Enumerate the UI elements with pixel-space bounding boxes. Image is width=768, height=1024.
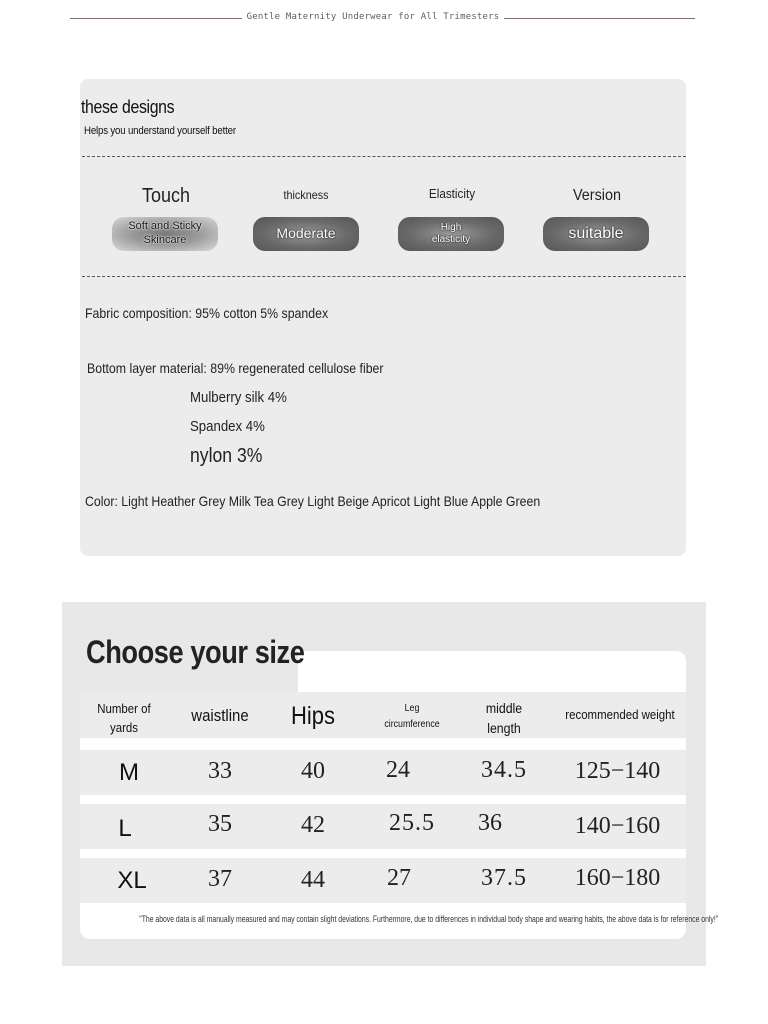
- header-number-of-yards: [85, 699, 162, 737]
- size-table-header: [80, 692, 686, 738]
- attribute-version-value: [543, 217, 649, 251]
- size-chart-title: Choose your size: [86, 634, 305, 670]
- fabric-composition: Fabric composition: 95% cotton 5% spandex: [85, 305, 329, 321]
- size-xl: XL: [117, 867, 147, 894]
- attribute-touch-value: [112, 217, 218, 251]
- size-m: M: [119, 759, 139, 786]
- version-value-line1: suitable: [568, 225, 624, 242]
- attribute-elasticity-title: Elasticity: [428, 186, 476, 201]
- banner-title: Gentle Maternity Underwear for All Trimesters: [246, 12, 500, 22]
- elasticity-value-line2: elasticity: [431, 234, 471, 245]
- color-options: Color: Light Heather Grey Milk Tea Grey Light Beige Apricot Light Blue Apple Green: [85, 493, 541, 509]
- header-yards-line1: Number of: [97, 701, 151, 716]
- elasticity-value-line1: High: [440, 221, 462, 233]
- waist-l: 35: [208, 811, 232, 837]
- thickness-value-line1: Moderate: [276, 225, 336, 242]
- size-row-xl: [80, 858, 686, 903]
- design-subtitle: Helps you understand yourself better: [84, 125, 236, 137]
- header-leg-circumference: [373, 701, 450, 733]
- spandex-percentage: Spandex 4%: [190, 418, 265, 435]
- attribute-thickness-value: [253, 217, 359, 251]
- hips-l: 42: [301, 812, 325, 838]
- header-leg-line2: circumference: [384, 719, 440, 730]
- middle-m: 34.5: [481, 757, 527, 783]
- attribute-elasticity-value: [398, 217, 504, 251]
- size-row-l: [80, 804, 686, 849]
- dashed-divider-top: [82, 156, 686, 157]
- waist-xl: 37: [208, 866, 232, 892]
- waist-m: 33: [208, 758, 232, 784]
- banner-divider-left: [70, 18, 242, 19]
- attribute-thickness-title: thickness: [283, 188, 329, 202]
- hips-m: 40: [301, 758, 325, 784]
- leg-xl: 27: [387, 865, 411, 891]
- header-yards-line2: yards: [110, 720, 138, 735]
- leg-l: 25.5: [389, 810, 435, 836]
- size-row-m: [80, 750, 686, 795]
- banner-divider-right: [504, 18, 695, 19]
- mulberry-silk: Mulberry silk 4%: [190, 389, 287, 406]
- size-l: L: [118, 815, 132, 842]
- design-panel: [80, 79, 686, 556]
- dashed-divider-bottom: [82, 276, 686, 277]
- middle-l: 36: [478, 810, 502, 836]
- bottom-layer-material: Bottom layer material: 89% regenerated cellulose fiber: [87, 360, 384, 376]
- touch-value-line1: Soft and Sticky: [128, 220, 202, 233]
- attribute-version-title: Version: [572, 187, 622, 204]
- design-title: these designs: [81, 97, 175, 117]
- weight-xl: 160−180: [574, 865, 661, 891]
- leg-m: 24: [386, 757, 410, 783]
- nylon-percentage: nylon 3%: [190, 445, 263, 467]
- weight-m: 125−140: [574, 758, 661, 784]
- header-middle-length: [465, 698, 542, 738]
- header-hips: Hips: [290, 702, 335, 730]
- header-leg-line1: Leg: [404, 703, 420, 714]
- header-recommended-weight: recommended weight: [565, 707, 675, 722]
- touch-value-line2: Skincare: [143, 234, 187, 246]
- middle-xl: 37.5: [481, 865, 527, 891]
- weight-l: 140−160: [574, 813, 661, 839]
- header-waistline: waistline: [191, 706, 249, 725]
- hips-xl: 44: [301, 867, 325, 893]
- header-middle-line1: middle: [485, 700, 523, 716]
- measurement-disclaimer: "The above data is all manually measured and may contain slight deviations. Furthermore, due to differences in individual body shape and wearing habits, the above data is for reference only!": [139, 914, 719, 924]
- header-middle-line2: length: [487, 720, 521, 736]
- attribute-touch-title: Touch: [141, 185, 191, 207]
